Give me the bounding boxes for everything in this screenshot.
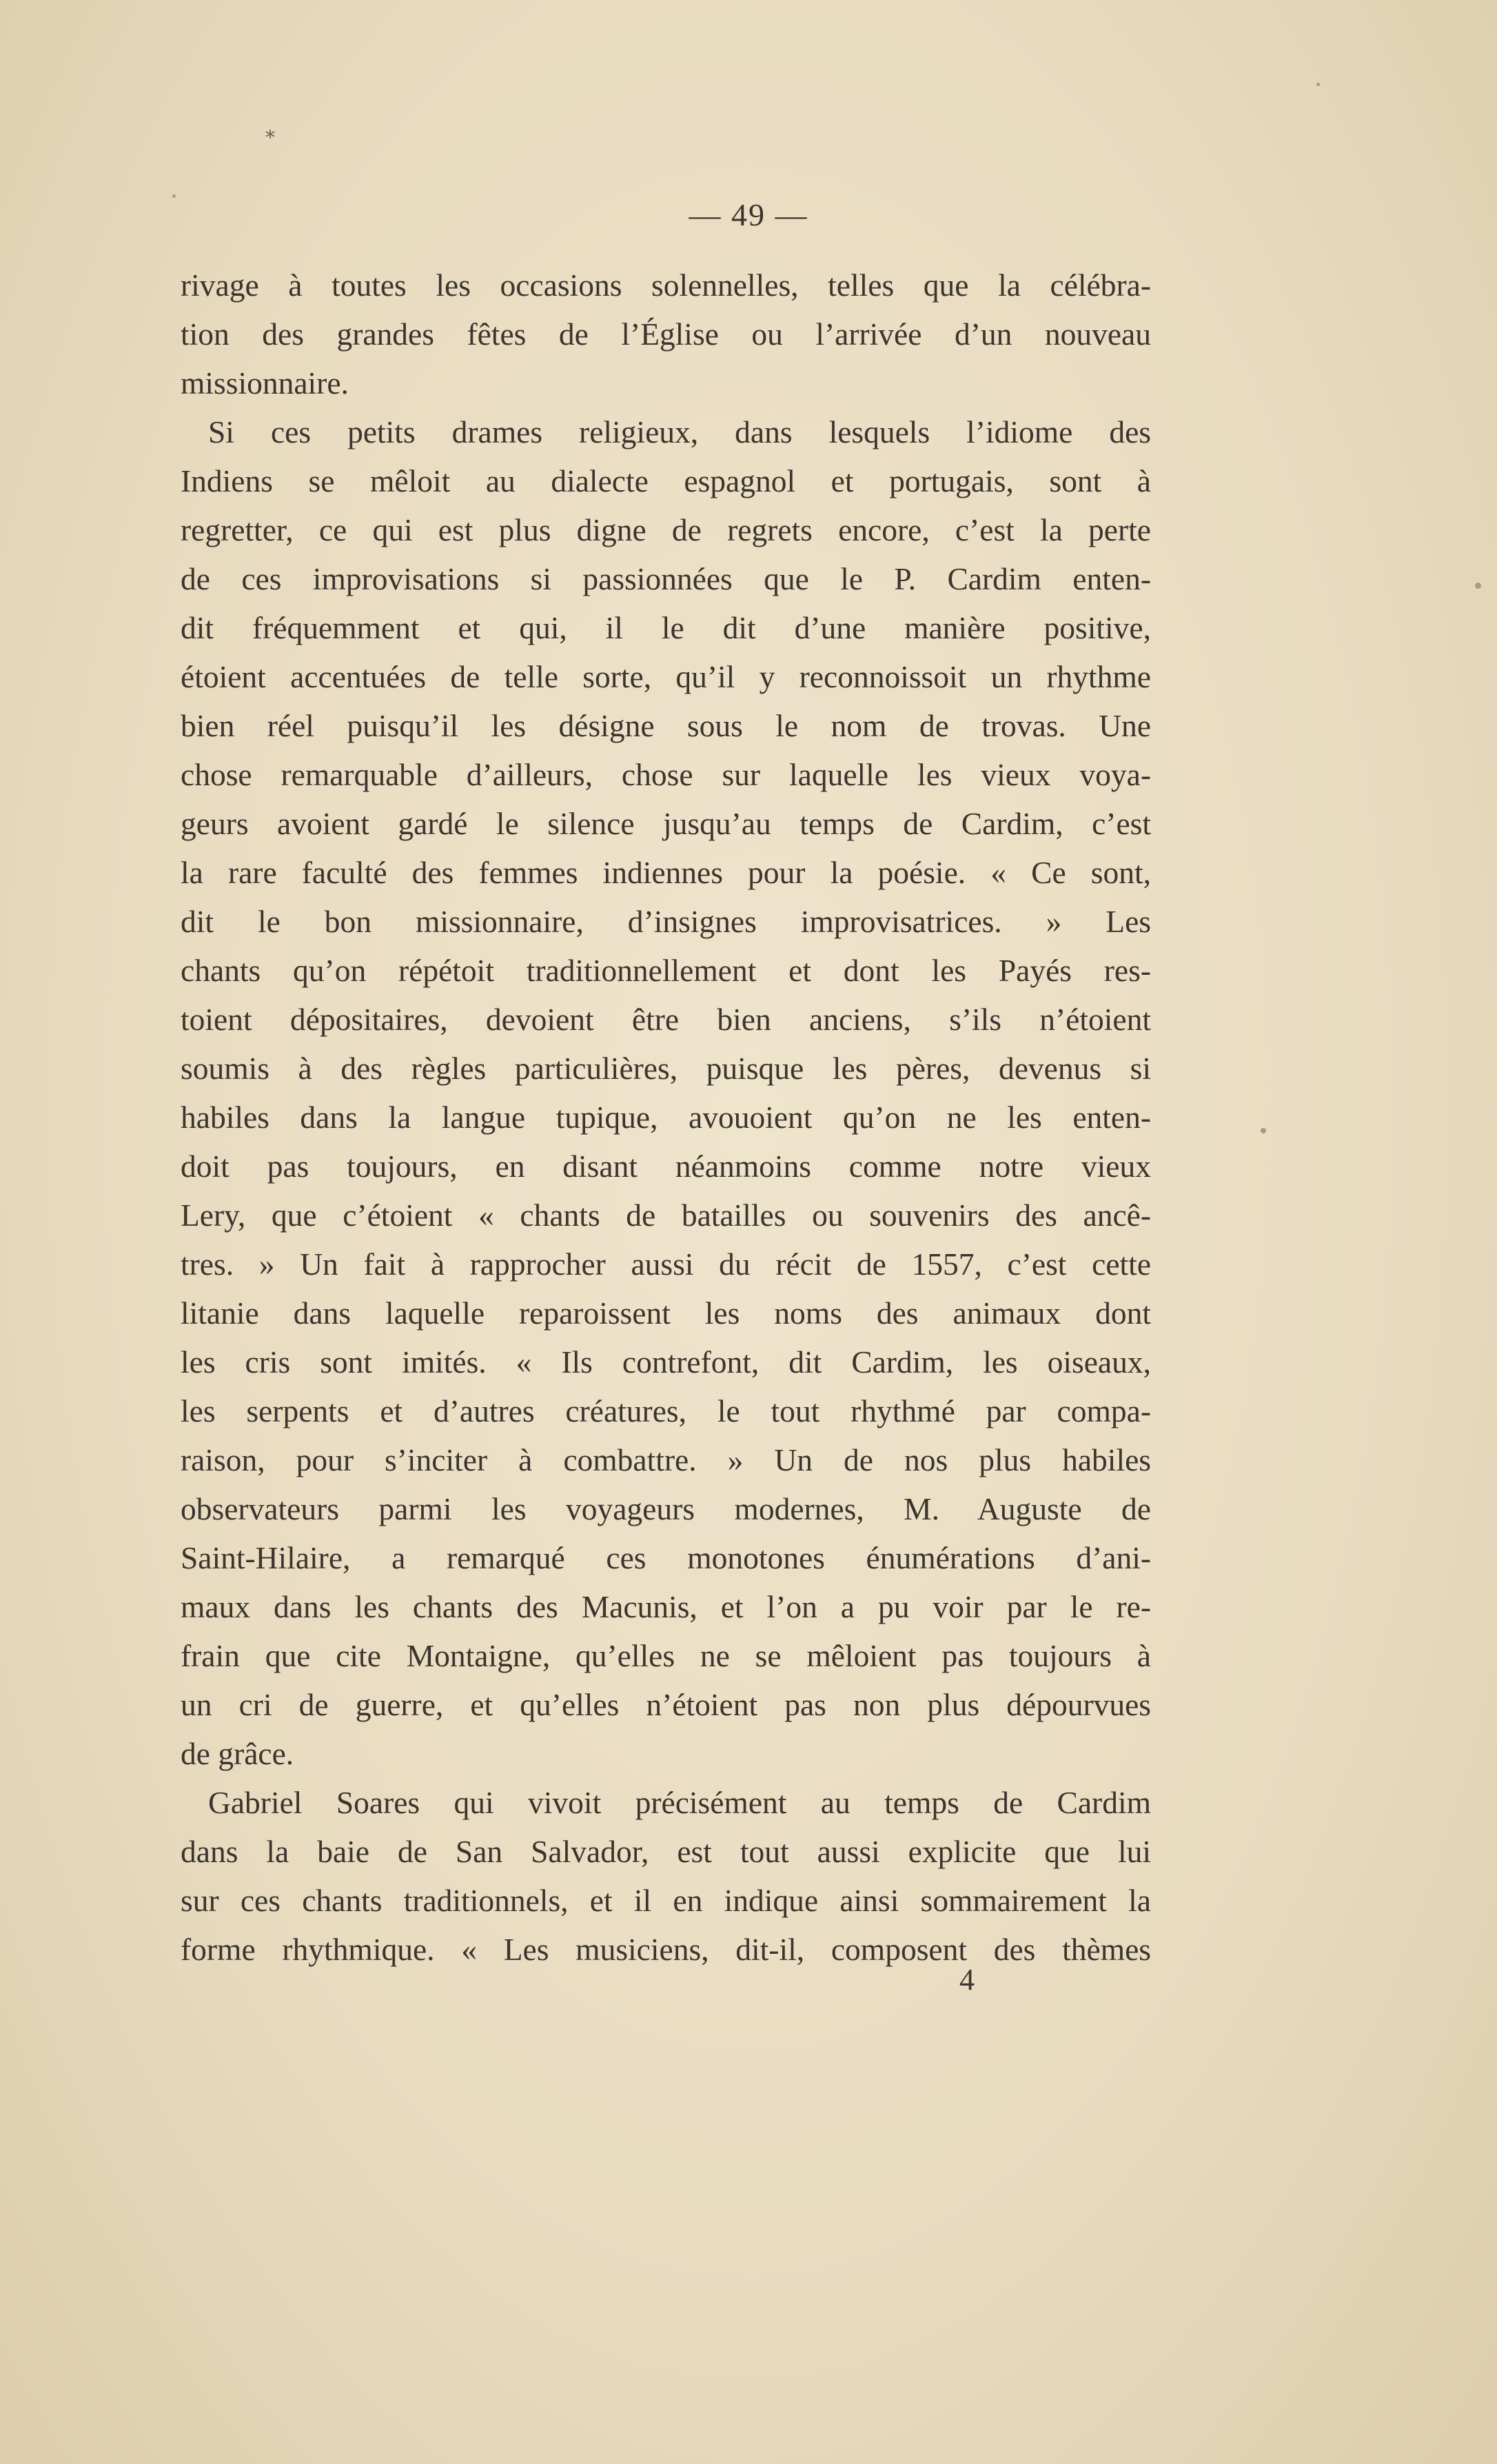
text-line: forme rhythmique. « Les musiciens, dit-il, composent des thèmes: [181, 1932, 1151, 1967]
paper-speck: [1261, 1128, 1266, 1133]
text-line: étoient accentuées de telle sorte, qu’il y reconnoissoit un rhythme: [181, 659, 1151, 694]
text-line: litanie dans laquelle reparoissent les noms des animaux dont: [181, 1295, 1151, 1331]
text-line: chose remarquable d’ailleurs, chose sur laquelle les vieux voya-: [181, 757, 1151, 792]
text-line: les serpents et d’autres créatures, le tout rhythmé par compa-: [181, 1393, 1151, 1428]
text-line: de grâce.: [181, 1736, 294, 1771]
text-line: Indiens se mêloit au dialecte espagnol et portugais, sont à: [181, 463, 1151, 498]
text-line: soumis à des règles particulières, puisque les pères, devenus si: [181, 1051, 1151, 1086]
text-line: geurs avoient gardé le silence jusqu’au temps de Cardim, c’est: [181, 806, 1151, 841]
text-line: bien réel puisqu’il les désigne sous le nom de trovas. Une: [181, 708, 1151, 743]
paper-speck: [1316, 83, 1320, 86]
text-line: Si ces petits drames religieux, dans lesquels l’idiome des: [208, 414, 1151, 450]
text-line: tion des grandes fêtes de l’Église ou l’arrivée d’un nouveau: [181, 316, 1151, 352]
text-line: missionnaire.: [181, 365, 349, 401]
text-line: de ces improvisations si passionnées que le P. Cardim enten-: [181, 561, 1151, 596]
text-line: Saint-Hilaire, a remarqué ces monotones énumérations d’ani-: [181, 1540, 1151, 1575]
text-line: observateurs parmi les voyageurs modernes, M. Auguste de: [181, 1491, 1151, 1526]
text-line: regretter, ce qui est plus digne de regrets encore, c’est la perte: [181, 512, 1151, 547]
text-line: Lery, que c’étoient « chants de batailles ou souvenirs des ancê-: [181, 1198, 1151, 1233]
text-line: dans la baie de San Salvador, est tout aussi explicite que lui: [181, 1834, 1151, 1869]
text-line: Gabriel Soares qui vivoit précisément au temps de Cardim: [208, 1785, 1151, 1820]
text-line: la rare faculté des femmes indiennes pour la poésie. « Ce sont,: [181, 855, 1151, 890]
paper-speck: [1475, 583, 1481, 589]
text-line: habiles dans la langue tupique, avouoient qu’on ne les enten-: [181, 1100, 1151, 1135]
page-number: — 49 —: [689, 197, 808, 232]
text-line: maux dans les chants des Macunis, et l’on a pu voir par le re-: [181, 1589, 1151, 1624]
text-line: raison, pour s’inciter à combattre. » Un de nos plus habiles: [181, 1442, 1151, 1477]
text-line: toient dépositaires, devoient être bien anciens, s’ils n’étoient: [181, 1002, 1151, 1037]
ornament-mark: *: [265, 126, 275, 149]
text-line: un cri de guerre, et qu’elles n’étoient pas non plus dépourvues: [181, 1687, 1151, 1722]
text-line: chants qu’on répétoit traditionnellement et dont les Payés res-: [181, 953, 1151, 988]
body-text: [181, 261, 1151, 1974]
text-line: frain que cite Montaigne, qu’elles ne se mêloient pas toujours à: [181, 1638, 1151, 1673]
text-line: rivage à toutes les occasions solennelles, telles que la célébra-: [181, 267, 1151, 303]
text-line: doit pas toujours, en disant néanmoins comme notre vieux: [181, 1149, 1151, 1184]
text-line: sur ces chants traditionnels, et il en indique ainsi sommairement la: [181, 1883, 1151, 1918]
text-line: dit le bon missionnaire, d’insignes improvisatrices. » Les: [181, 904, 1151, 939]
signature-mark: 4: [959, 1963, 975, 1997]
text-line: dit fréquemment et qui, il le dit d’une manière positive,: [181, 610, 1151, 645]
paper-speck: [172, 194, 176, 198]
text-line: les cris sont imités. « Ils contrefont, dit Cardim, les oiseaux,: [181, 1344, 1151, 1380]
text-line: tres. » Un fait à rapprocher aussi du récit de 1557, c’est cette: [181, 1246, 1151, 1282]
